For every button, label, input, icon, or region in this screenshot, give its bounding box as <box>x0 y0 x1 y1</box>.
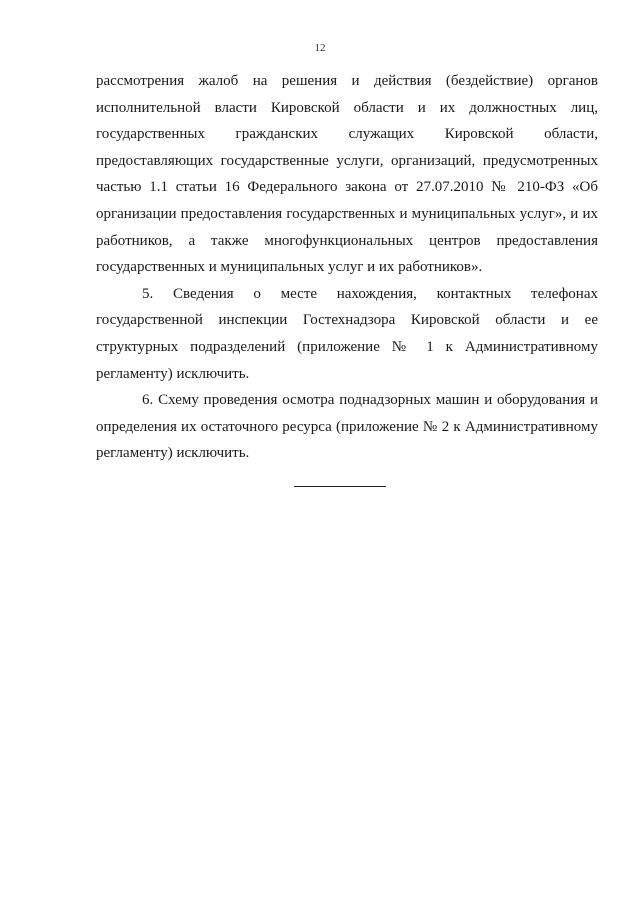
page-number: 12 <box>314 42 326 54</box>
end-divider-line <box>294 486 386 487</box>
paragraph-continuation: рассмотрения жалоб на решения и действия (бездействие) органов исполнительной власти Кировской области и их должностных лиц, государственных гражданских служащих Кировской области, предоставляющих государственные услуги, организаций, предусмотренных частью 1.1 статьи 16 Федерального закона от 27.07.2010 № 210-ФЗ «Об организации предоставления государственных и муниципальных услуг», и их работников, а также многофункциональных центров предоставления государственных и муниципальных услуг и их работников». <box>96 73 598 276</box>
paragraph-item-5: 5. Сведения о месте нахождения, контактных телефонах государственной инспекции Гостехнадзора Кировской области и ее структурных подразделений (приложение № 1 к Административному регламенту) исключить. <box>96 285 598 382</box>
paragraph-item-6: 6. Схему проведения осмотра поднадзорных машин и оборудования и определения их остаточного ресурса (приложение № 2 к Административному регламенту) исключить. <box>96 392 598 462</box>
document-body <box>96 68 598 467</box>
